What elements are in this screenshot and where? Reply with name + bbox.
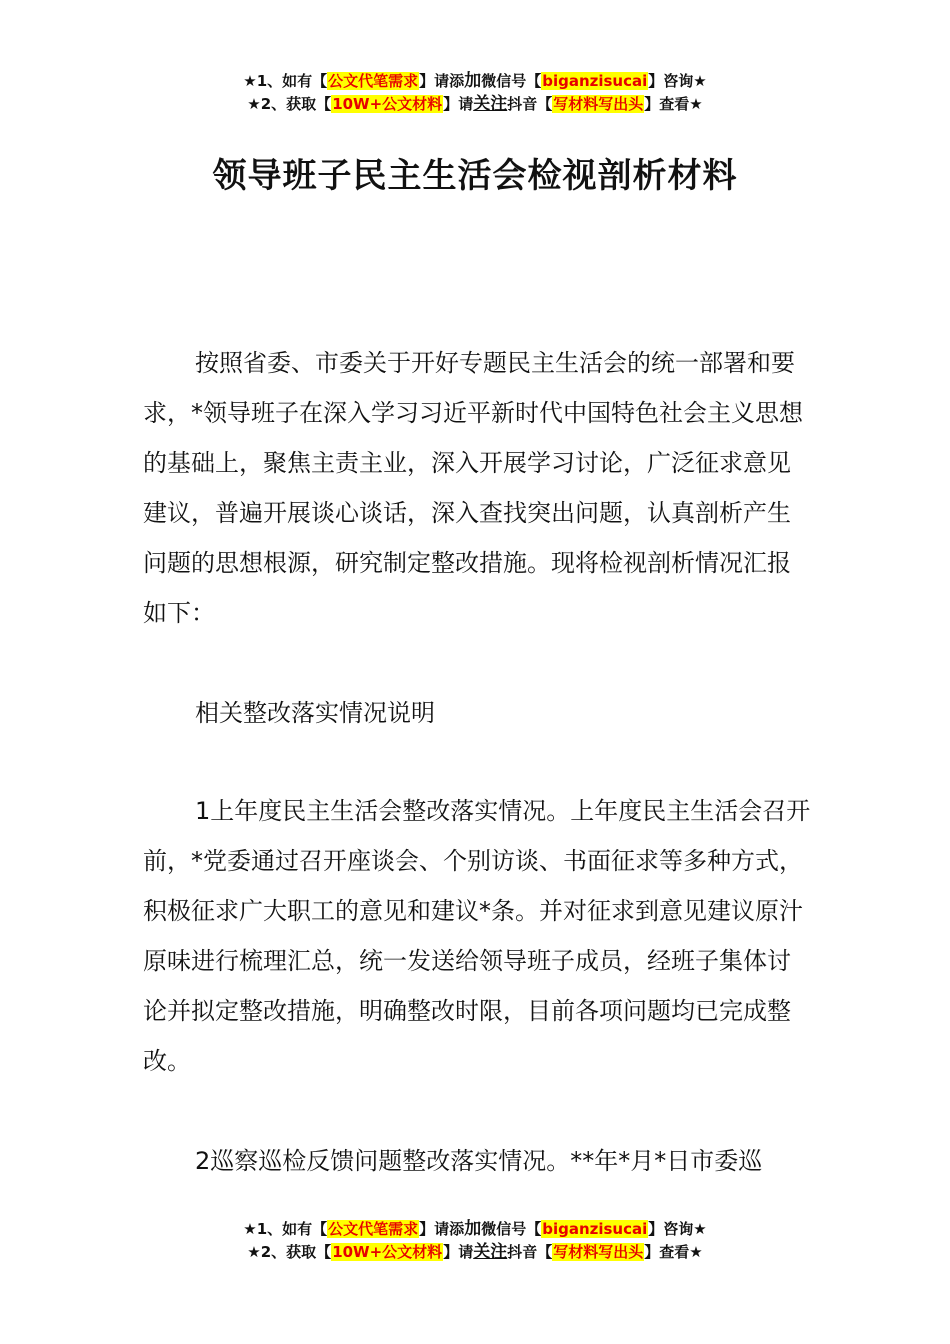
document-title: 领导班子民主生活会检视剖析材料 (212, 156, 738, 196)
banner-text: 】请添 (419, 1220, 465, 1238)
banner-text: 】请添 (419, 72, 465, 90)
banner-emphasis: 关注 (473, 94, 508, 114)
banner-text: 】咨询★ (648, 72, 707, 90)
paragraph-item-2 (143, 1136, 813, 1186)
banner-text: ★1、如有【 (243, 72, 328, 90)
paragraph-item-1 (143, 786, 813, 1086)
banner-wechat-id: biganzisucai (542, 72, 648, 90)
banner-text: 微信号【 (481, 72, 542, 90)
section-heading-text: 相关整改落实情况说明 (195, 699, 435, 727)
banner-emphasis: 加 (464, 1219, 482, 1239)
banner-douyin-id: 写材料写出头 (553, 95, 644, 113)
banner-text: 】请 (443, 1243, 474, 1261)
banner-text: ★1、如有【 (243, 1220, 328, 1238)
banner-douyin-id: 写材料写出头 (553, 1243, 644, 1261)
paragraph-text: 按照省委、市委关于开好专题民主生活会的统一部署和要求，*领导班子在深入学习习近平新时代中国特色社会主义思想的基础上，聚焦主责主业，深入开展学习讨论，广泛征求意见建议，普遍开展谈心谈话，深入查找突出问题，认真剖析产生问题的思想根源，研究制定整改措施。现将检视剖析情况汇报如下： (143, 349, 803, 627)
banner-line-2 (0, 93, 950, 116)
paragraph-text: 2巡察巡检反馈问题整改落实情况。**年*月*日市委巡 (195, 1147, 763, 1175)
banner-line-2 (0, 1241, 950, 1264)
banner-highlight: 10W+公文材料 (332, 95, 443, 113)
banner-highlight: 公文代笔需求 (328, 1220, 419, 1238)
banner-emphasis: 加 (464, 71, 482, 91)
banner-line-1 (0, 1218, 950, 1241)
banner-emphasis: 关注 (473, 1242, 508, 1262)
section-heading (143, 688, 813, 738)
banner-text: 】咨询★ (648, 1220, 707, 1238)
bottom-banner (0, 1218, 950, 1264)
banner-text: 】请 (443, 95, 474, 113)
paragraph-intro (143, 338, 813, 638)
banner-text: 】查看★ (644, 1243, 703, 1261)
banner-line-1 (0, 70, 950, 93)
banner-highlight: 10W+公文材料 (332, 1243, 443, 1261)
banner-text: 抖音【 (507, 1243, 553, 1261)
banner-highlight: 公文代笔需求 (328, 72, 419, 90)
banner-text: ★2、获取【 (247, 1243, 332, 1261)
banner-text: 】查看★ (644, 95, 703, 113)
banner-text: ★2、获取【 (247, 95, 332, 113)
top-banner (0, 70, 950, 116)
banner-text: 抖音【 (507, 95, 553, 113)
banner-wechat-id: biganzisucai (542, 1220, 648, 1238)
paragraph-text: 1上年度民主生活会整改落实情况。上年度民主生活会召开前，*党委通过召开座谈会、个别访谈、书面征求等多种方式，积极征求广大职工的意见和建议*条。并对征求到意见建议原汁原味进行梳理汇总，统一发送给领导班子成员，经班子集体讨论并拟定整改措施，明确整改时限，目前各项问题均已完成整改。 (143, 797, 811, 1075)
banner-text: 微信号【 (481, 1220, 542, 1238)
